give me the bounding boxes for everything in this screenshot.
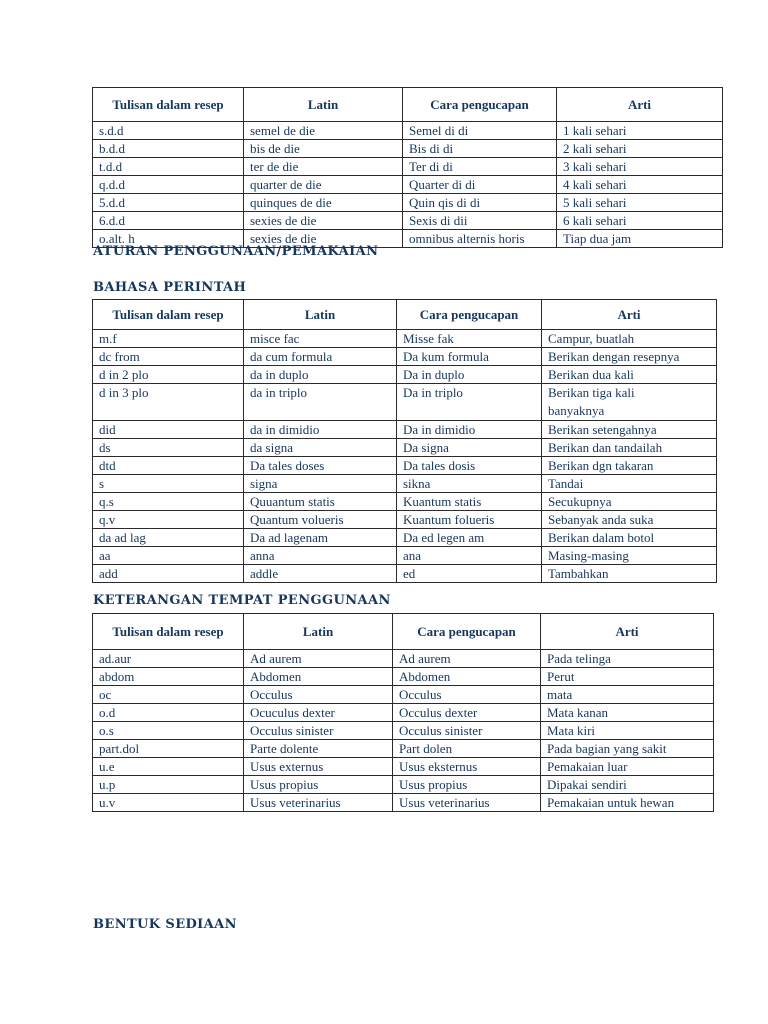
table-cell: b.d.d bbox=[93, 140, 244, 158]
column-header: Arti bbox=[541, 614, 714, 650]
table-cell: da in duplo bbox=[244, 366, 397, 384]
table-cell: Berikan dengan resepnya bbox=[542, 348, 717, 366]
table-row bbox=[93, 384, 717, 421]
table-cell: Secukupnya bbox=[542, 493, 717, 511]
table-cell: Occulus sinister bbox=[393, 722, 541, 740]
table-row bbox=[93, 122, 723, 140]
table-cell: Kuantum folueris bbox=[397, 511, 542, 529]
table-cell: part.dol bbox=[93, 740, 244, 758]
table-cell: s.d.d bbox=[93, 122, 244, 140]
table-cell: omnibus alternis horis bbox=[403, 230, 557, 248]
table-row bbox=[93, 439, 717, 457]
column-header: Arti bbox=[542, 300, 717, 330]
table-row bbox=[93, 547, 717, 565]
table-cell: Usus veterinarius bbox=[244, 794, 393, 812]
section-heading-perintah: BAHASA PERINTAH bbox=[93, 280, 247, 295]
table-cell: signa bbox=[244, 475, 397, 493]
table-cell: Ocuculus dexter bbox=[244, 704, 393, 722]
table-cell: Usus propius bbox=[393, 776, 541, 794]
table-cell: 2 kali sehari bbox=[557, 140, 723, 158]
table-row bbox=[93, 475, 717, 493]
table-cell: 6 kali sehari bbox=[557, 212, 723, 230]
table-cell: t.d.d bbox=[93, 158, 244, 176]
column-header: Cara pengucapan bbox=[403, 88, 557, 122]
table-cell: Occulus bbox=[393, 686, 541, 704]
table-row bbox=[93, 776, 714, 794]
table-header-row bbox=[93, 88, 723, 122]
table-cell: Mata kiri bbox=[541, 722, 714, 740]
table-cell: Usus veterinarius bbox=[393, 794, 541, 812]
column-header: Tulisan dalam resep bbox=[93, 88, 244, 122]
table-cell: Mata kanan bbox=[541, 704, 714, 722]
table-cell: ter de die bbox=[244, 158, 403, 176]
table-row bbox=[93, 650, 714, 668]
table-row bbox=[93, 212, 723, 230]
table-cell: Tiap dua jam bbox=[557, 230, 723, 248]
table-cell: 4 kali sehari bbox=[557, 176, 723, 194]
table-cell: quarter de die bbox=[244, 176, 403, 194]
table-cell: da in triplo bbox=[244, 384, 397, 421]
table-cell: Da signa bbox=[397, 439, 542, 457]
table-cell: Misse fak bbox=[397, 330, 542, 348]
table-cell: ed bbox=[397, 565, 542, 583]
table-cell: 6.d.d bbox=[93, 212, 244, 230]
table-cell: sikna bbox=[397, 475, 542, 493]
table-cell: Da tales dosis bbox=[397, 457, 542, 475]
table-row bbox=[93, 493, 717, 511]
table-cell: Semel di di bbox=[403, 122, 557, 140]
table-cell: Quuantum statis bbox=[244, 493, 397, 511]
table-cell: Part dolen bbox=[393, 740, 541, 758]
table-row bbox=[93, 457, 717, 475]
table-cell: Berikan dua kali bbox=[542, 366, 717, 384]
table-cell: da ad lag bbox=[93, 529, 244, 547]
table-row bbox=[93, 565, 717, 583]
table-cell: aa bbox=[93, 547, 244, 565]
table-cell: Masing-masing bbox=[542, 547, 717, 565]
table-cell: Da in dimidio bbox=[397, 421, 542, 439]
section-heading-sediaan: BENTUK SEDIAAN bbox=[93, 917, 237, 932]
table-cell: Kuantum statis bbox=[397, 493, 542, 511]
table-cell: Campur, buatlah bbox=[542, 330, 717, 348]
table-cell: Abdomen bbox=[244, 668, 393, 686]
table-cell: Perut bbox=[541, 668, 714, 686]
table-cell: Da in duplo bbox=[397, 366, 542, 384]
column-header: Latin bbox=[244, 614, 393, 650]
table-row bbox=[93, 158, 723, 176]
table-cell: ds bbox=[93, 439, 244, 457]
table-cell: Usus propius bbox=[244, 776, 393, 794]
table-cell: Sexis di dii bbox=[403, 212, 557, 230]
table-cell: Ad aurem bbox=[244, 650, 393, 668]
table-cell: Quin qis di di bbox=[403, 194, 557, 212]
column-header: Cara pengucapan bbox=[393, 614, 541, 650]
table-cell: Sebanyak anda suka bbox=[542, 511, 717, 529]
table-cell: Pemakaian luar bbox=[541, 758, 714, 776]
table-row bbox=[93, 686, 714, 704]
table-cell: dtd bbox=[93, 457, 244, 475]
table-row bbox=[93, 529, 717, 547]
table-cell: d in 3 plo bbox=[93, 384, 244, 421]
table-cell: mata bbox=[541, 686, 714, 704]
table-cell: Bis di di bbox=[403, 140, 557, 158]
table-row bbox=[93, 421, 717, 439]
table-cell: Pemakaian untuk hewan bbox=[541, 794, 714, 812]
table-cell: semel de die bbox=[244, 122, 403, 140]
command-table bbox=[92, 299, 717, 583]
table-cell: sexies de die bbox=[244, 230, 403, 248]
section-heading-tempat: KETERANGAN TEMPAT PENGGUNAAN bbox=[93, 593, 391, 608]
table-cell: Abdomen bbox=[393, 668, 541, 686]
table-cell: Occulus dexter bbox=[393, 704, 541, 722]
column-header: Tulisan dalam resep bbox=[93, 300, 244, 330]
table-cell: Berikan tiga kali banyaknya bbox=[542, 384, 717, 421]
table-cell: Berikan setengahnya bbox=[542, 421, 717, 439]
table-cell: Pada telinga bbox=[541, 650, 714, 668]
column-header: Latin bbox=[244, 300, 397, 330]
table-row bbox=[93, 740, 714, 758]
table-cell: Da ad lagenam bbox=[244, 529, 397, 547]
table-row bbox=[93, 704, 714, 722]
table-cell: m.f bbox=[93, 330, 244, 348]
table-cell: q.v bbox=[93, 511, 244, 529]
table-cell: Dipakai sendiri bbox=[541, 776, 714, 794]
table-cell: s bbox=[93, 475, 244, 493]
table-cell: abdom bbox=[93, 668, 244, 686]
table-cell: d in 2 plo bbox=[93, 366, 244, 384]
table-cell: u.e bbox=[93, 758, 244, 776]
table-cell: Usus externus bbox=[244, 758, 393, 776]
location-table bbox=[92, 613, 714, 812]
table-cell: Tambahkan bbox=[542, 565, 717, 583]
table-cell: bis de die bbox=[244, 140, 403, 158]
column-header: Arti bbox=[557, 88, 723, 122]
table-cell: Da ed legen am bbox=[397, 529, 542, 547]
frequency-table bbox=[92, 87, 723, 248]
table-cell: did bbox=[93, 421, 244, 439]
table-cell: dc from bbox=[93, 348, 244, 366]
table-cell: Tandai bbox=[542, 475, 717, 493]
table-cell: Parte dolente bbox=[244, 740, 393, 758]
table-cell: Da in triplo bbox=[397, 384, 542, 421]
table-cell: Berikan dalam botol bbox=[542, 529, 717, 547]
table-cell: Quarter di di bbox=[403, 176, 557, 194]
table-cell: Ad aurem bbox=[393, 650, 541, 668]
table-cell: quinques de die bbox=[244, 194, 403, 212]
table-cell: da in dimidio bbox=[244, 421, 397, 439]
table-cell: 5.d.d bbox=[93, 194, 244, 212]
table-row bbox=[93, 176, 723, 194]
table-row bbox=[93, 194, 723, 212]
section-heading-aturan: ATURAN PENGGUNAAN/PEMAKAIAN bbox=[93, 244, 379, 259]
table-cell: 1 kali sehari bbox=[557, 122, 723, 140]
table-row bbox=[93, 348, 717, 366]
table-cell: q.d.d bbox=[93, 176, 244, 194]
table-cell: Occulus sinister bbox=[244, 722, 393, 740]
table-cell: misce fac bbox=[244, 330, 397, 348]
table-cell: Quantum volueris bbox=[244, 511, 397, 529]
table-cell: o.alt. h bbox=[93, 230, 244, 248]
table-cell: da cum formula bbox=[244, 348, 397, 366]
column-header: Tulisan dalam resep bbox=[93, 614, 244, 650]
table-cell: 3 kali sehari bbox=[557, 158, 723, 176]
table-cell: da signa bbox=[244, 439, 397, 457]
table-cell: ad.aur bbox=[93, 650, 244, 668]
table-cell: 5 kali sehari bbox=[557, 194, 723, 212]
table-cell: Da tales doses bbox=[244, 457, 397, 475]
table-cell: Pada bagian yang sakit bbox=[541, 740, 714, 758]
column-header: Latin bbox=[244, 88, 403, 122]
table-cell: u.p bbox=[93, 776, 244, 794]
table-row bbox=[93, 511, 717, 529]
table-cell: addle bbox=[244, 565, 397, 583]
table-row bbox=[93, 366, 717, 384]
table-header-row bbox=[93, 614, 714, 650]
table-cell: anna bbox=[244, 547, 397, 565]
table-cell: Berikan dan tandailah bbox=[542, 439, 717, 457]
table-row bbox=[93, 758, 714, 776]
table-cell: o.d bbox=[93, 704, 244, 722]
table-cell: Da kum formula bbox=[397, 348, 542, 366]
table-row bbox=[93, 668, 714, 686]
table-row bbox=[93, 330, 717, 348]
table-row bbox=[93, 140, 723, 158]
table-cell: Occulus bbox=[244, 686, 393, 704]
table-cell: add bbox=[93, 565, 244, 583]
table-cell: sexies de die bbox=[244, 212, 403, 230]
table-cell: Berikan dgn takaran bbox=[542, 457, 717, 475]
table-cell: ana bbox=[397, 547, 542, 565]
table-cell: Ter di di bbox=[403, 158, 557, 176]
table-cell: oc bbox=[93, 686, 244, 704]
table-row bbox=[93, 794, 714, 812]
column-header: Cara pengucapan bbox=[397, 300, 542, 330]
table-row bbox=[93, 722, 714, 740]
table-header-row bbox=[93, 300, 717, 330]
table-cell: o.s bbox=[93, 722, 244, 740]
table-cell: q.s bbox=[93, 493, 244, 511]
table-cell: Usus eksternus bbox=[393, 758, 541, 776]
table-cell: u.v bbox=[93, 794, 244, 812]
